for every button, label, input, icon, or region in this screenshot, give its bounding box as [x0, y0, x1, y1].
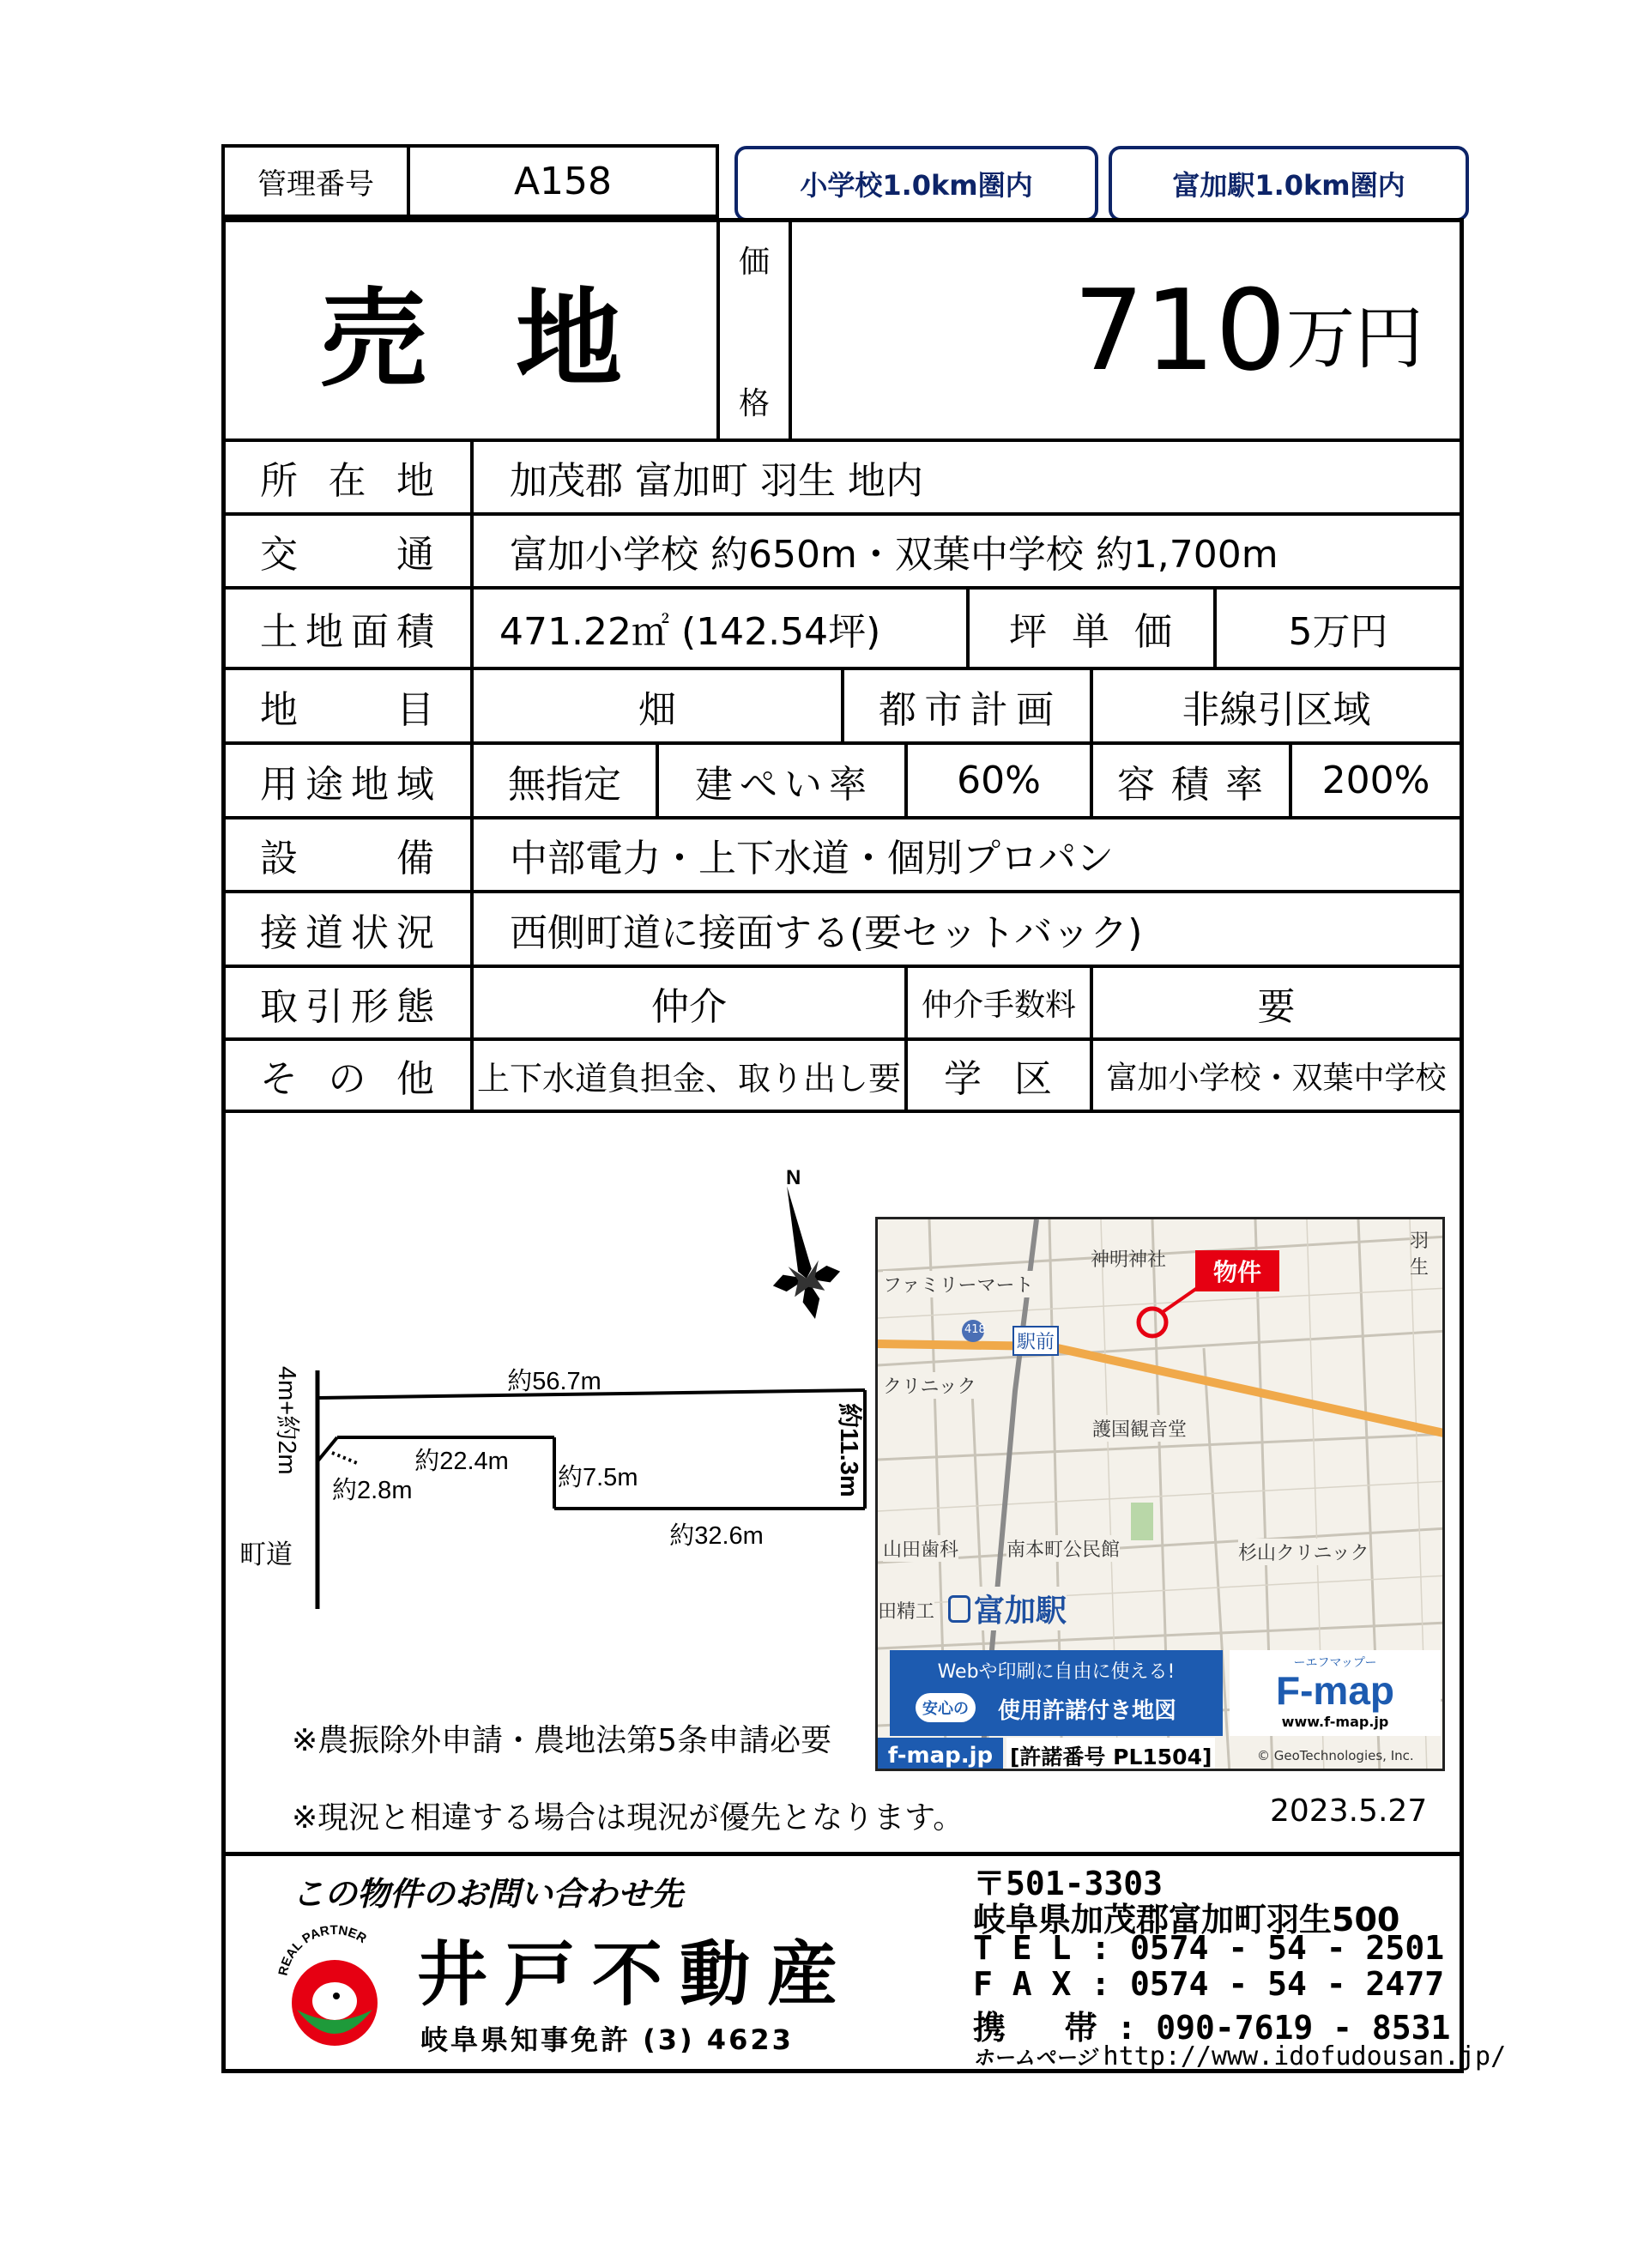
- mobile: 携 帯 : 090-7619 - 8531: [973, 2009, 1451, 2047]
- unit-price-value: 5万円: [1288, 610, 1388, 654]
- brokerage-fee-value: 要: [1257, 984, 1296, 1029]
- label-char: 建: [695, 762, 734, 807]
- homepage: [973, 2041, 1506, 2071]
- corner-length-label: 約2.8m: [332, 1477, 413, 1504]
- city-plan-value: 非線引区域: [1182, 687, 1371, 732]
- fmap-logo: F-map: [1276, 1668, 1394, 1713]
- fax: F A X : 0574 - 54 - 2477: [973, 1965, 1445, 2003]
- broker-license: 岐阜県知事免許 (3) 4623: [420, 2023, 794, 2056]
- label-char: 状: [351, 910, 390, 955]
- note-agricultural: ※農振除外申請・農地法第5条申請必要: [292, 1723, 832, 1758]
- road-access-label: [226, 893, 470, 965]
- brokerage-fee-label: 仲介手数料: [921, 988, 1076, 1023]
- other-label: [226, 1041, 470, 1110]
- label-char: 地: [260, 687, 299, 732]
- map-label: 杉山クリニック: [1238, 1539, 1369, 1565]
- contact-heading: この物件のお問い合わせ先: [292, 1875, 684, 1913]
- map-label: 山田歯科: [883, 1535, 958, 1562]
- transport-label: [226, 516, 470, 586]
- ad-line-1: Webや印刷に自由に使える!: [937, 1661, 1176, 1683]
- label-char: 面: [351, 610, 390, 654]
- label-char: 況: [396, 910, 436, 955]
- label-char: 単: [1072, 610, 1111, 654]
- map-park: [1131, 1503, 1153, 1540]
- label-char: 価: [1134, 610, 1174, 654]
- company-name: 井戸不動産: [417, 1934, 855, 2016]
- management-number: A158: [513, 159, 613, 203]
- location-value: 加茂郡 富加町 羽生 地内: [510, 459, 923, 503]
- label-char: 坪: [1009, 610, 1049, 654]
- label-char: 用: [260, 762, 299, 807]
- plot-survey-drawing: [226, 1113, 878, 1645]
- label-char: 在: [328, 459, 368, 503]
- step-length-label: 約7.5m: [558, 1464, 638, 1491]
- map-copyright: © GeoTechnologies, Inc.: [1257, 1748, 1414, 1763]
- map-label: ファミリーマート: [883, 1271, 1034, 1297]
- map-label: 神明神社: [1091, 1249, 1167, 1271]
- transaction-value: 仲介: [651, 984, 727, 1029]
- listing-type: [226, 222, 716, 438]
- price-label-char: 格: [738, 386, 770, 421]
- label-char: 通: [396, 533, 436, 577]
- school-radius-badge: 小学校1.0km圏内: [734, 146, 1098, 221]
- location-map: [875, 1217, 1445, 1771]
- real-partner-logo: [275, 1920, 395, 2049]
- road-name-label: 町道: [239, 1539, 293, 1570]
- label-char: 積: [396, 610, 436, 654]
- right-length-label: 約11.3m: [835, 1403, 862, 1497]
- label-char: 備: [396, 837, 436, 880]
- management-label: 管理番号: [257, 166, 374, 202]
- land-area-label: [226, 590, 470, 667]
- fmap-kana: ーエフマップー: [1293, 1656, 1377, 1670]
- label-char: 設: [260, 837, 299, 880]
- map-label: 駅前: [1012, 1326, 1059, 1356]
- fmap-logo-box: [1230, 1650, 1441, 1736]
- price-label-char: 価: [738, 245, 770, 280]
- label-char: 接: [260, 910, 299, 955]
- transaction-label: [226, 968, 470, 1037]
- footer-rule: [226, 1852, 1460, 1856]
- label-char: 地: [305, 610, 345, 654]
- city-plan-label: [844, 670, 1090, 741]
- price-unit: 万円: [1286, 299, 1423, 378]
- coverage-label: [659, 745, 904, 816]
- homepage-url[interactable]: http://www.idofudousan.jp/: [1103, 2041, 1507, 2071]
- label-char: 所: [260, 459, 299, 503]
- label-char: ぺ: [740, 762, 779, 807]
- label-char: 地: [396, 459, 436, 503]
- ad-line-2: 使用許諾付き地図: [998, 1698, 1177, 1724]
- label-char: 取: [260, 984, 299, 1029]
- station-label: [948, 1587, 1067, 1630]
- label-char: 計: [970, 687, 1010, 732]
- listing-type-char: 売: [320, 278, 427, 402]
- facilities-value: 中部電力・上下水道・個別プロパン: [510, 837, 1114, 880]
- homepage-label: ホームページ: [973, 2046, 1097, 2070]
- postal-code: 〒501-3303: [973, 1865, 1164, 1902]
- label-char: 交: [260, 533, 299, 577]
- school-district-value: 富加小学校・双葉中学校: [1106, 1060, 1447, 1096]
- north-compass-icon: [753, 1179, 849, 1326]
- price-number: 710: [1073, 265, 1286, 396]
- school-district-label: [908, 1041, 1090, 1110]
- map-label: 南本町公民館: [1006, 1535, 1120, 1562]
- label-char: の: [328, 1057, 368, 1101]
- label-char: 土: [260, 610, 299, 654]
- coverage-value: 60%: [957, 759, 1041, 802]
- issue-date: 2023.5.27: [1270, 1793, 1428, 1829]
- label-char: 都: [879, 687, 918, 732]
- floor-area-ratio-value: 200%: [1321, 759, 1430, 802]
- label-char: 域: [396, 762, 436, 807]
- label-char: 学: [944, 1057, 983, 1101]
- fmap-license: [許諾番号 PL1504]: [1006, 1738, 1215, 1771]
- ad-badge: 安心の: [916, 1693, 976, 1722]
- label-char: い: [784, 762, 824, 807]
- north-label: N: [786, 1166, 801, 1189]
- station-radius-badge: 富加駅1.0km圏内: [1109, 146, 1469, 221]
- land-category-value: 畑: [638, 687, 676, 732]
- map-label: 田精工: [878, 1597, 934, 1624]
- price-value: [792, 222, 1423, 438]
- label-char: 態: [396, 984, 436, 1029]
- label-char: 地: [351, 762, 390, 807]
- label-char: 容: [1117, 762, 1157, 807]
- label-char: そ: [260, 1057, 299, 1101]
- property-marker-pointer: [1163, 1286, 1200, 1312]
- label-char: 途: [305, 762, 345, 807]
- land-area-value: 471.22㎡ (142.54坪): [499, 610, 881, 654]
- land-category-label: [226, 670, 470, 741]
- map-label: 羽生: [1410, 1231, 1430, 1279]
- zoning-value: 無指定: [508, 762, 621, 807]
- property-tag: 物件: [1195, 1250, 1279, 1291]
- top-length-label: 約56.7m: [507, 1368, 601, 1395]
- label-char: 区: [1014, 1057, 1054, 1101]
- listing-type-char: 地: [515, 278, 622, 402]
- label-char: 他: [396, 1057, 436, 1101]
- zoning-label: [226, 745, 470, 816]
- road-access-value: 西側町道に接面する(要セットバック): [510, 910, 1143, 955]
- label-char: 画: [1015, 687, 1055, 732]
- label-char: 積: [1171, 762, 1211, 807]
- telephone: T E L : 0574 - 54 - 2501: [973, 1929, 1445, 1967]
- station-icon: [948, 1595, 970, 1623]
- label-char: 率: [1225, 762, 1265, 807]
- bottom-length-label: 約32.6m: [669, 1522, 764, 1550]
- station-name: 富加駅: [974, 1594, 1067, 1629]
- note-precedence: ※現況と相違する場合は現況が優先となります。: [292, 1800, 964, 1836]
- logo-text: REAL PARTNER: [275, 1922, 369, 1977]
- other-value: 上下水道負担金、取り出し要: [476, 1059, 901, 1098]
- company-address: 岐阜県加茂郡富加町羽生500: [973, 1901, 1400, 1938]
- facilities-label: [226, 820, 470, 890]
- transport-value: 富加小学校 約650m・双葉中学校 約1,700m: [510, 533, 1278, 577]
- label-char: 引: [305, 984, 345, 1029]
- map-label: クリニック: [883, 1372, 976, 1399]
- frontage-width-label: 4m+約2m: [273, 1366, 300, 1475]
- inner-length-label: 約22.4m: [414, 1448, 509, 1475]
- label-char: 目: [396, 687, 436, 732]
- fmap-site: f-map.jp: [878, 1738, 1003, 1771]
- fmap-ad-banner: [890, 1650, 1223, 1736]
- price-label: [720, 222, 789, 438]
- fmap-url: www.f-map.jp: [1281, 1714, 1389, 1730]
- label-char: 形: [351, 984, 390, 1029]
- label-char: 道: [305, 910, 345, 955]
- map-label: 418: [964, 1323, 986, 1336]
- floor-area-ratio-label: [1093, 745, 1289, 816]
- label-char: 率: [829, 762, 868, 807]
- location-label: [226, 442, 470, 512]
- unit-price-label: [970, 590, 1213, 667]
- corner-cut-dots: [332, 1453, 357, 1463]
- property-marker: [1139, 1309, 1166, 1336]
- map-label: 護国観音堂: [1092, 1415, 1187, 1442]
- label-char: 市: [924, 687, 964, 732]
